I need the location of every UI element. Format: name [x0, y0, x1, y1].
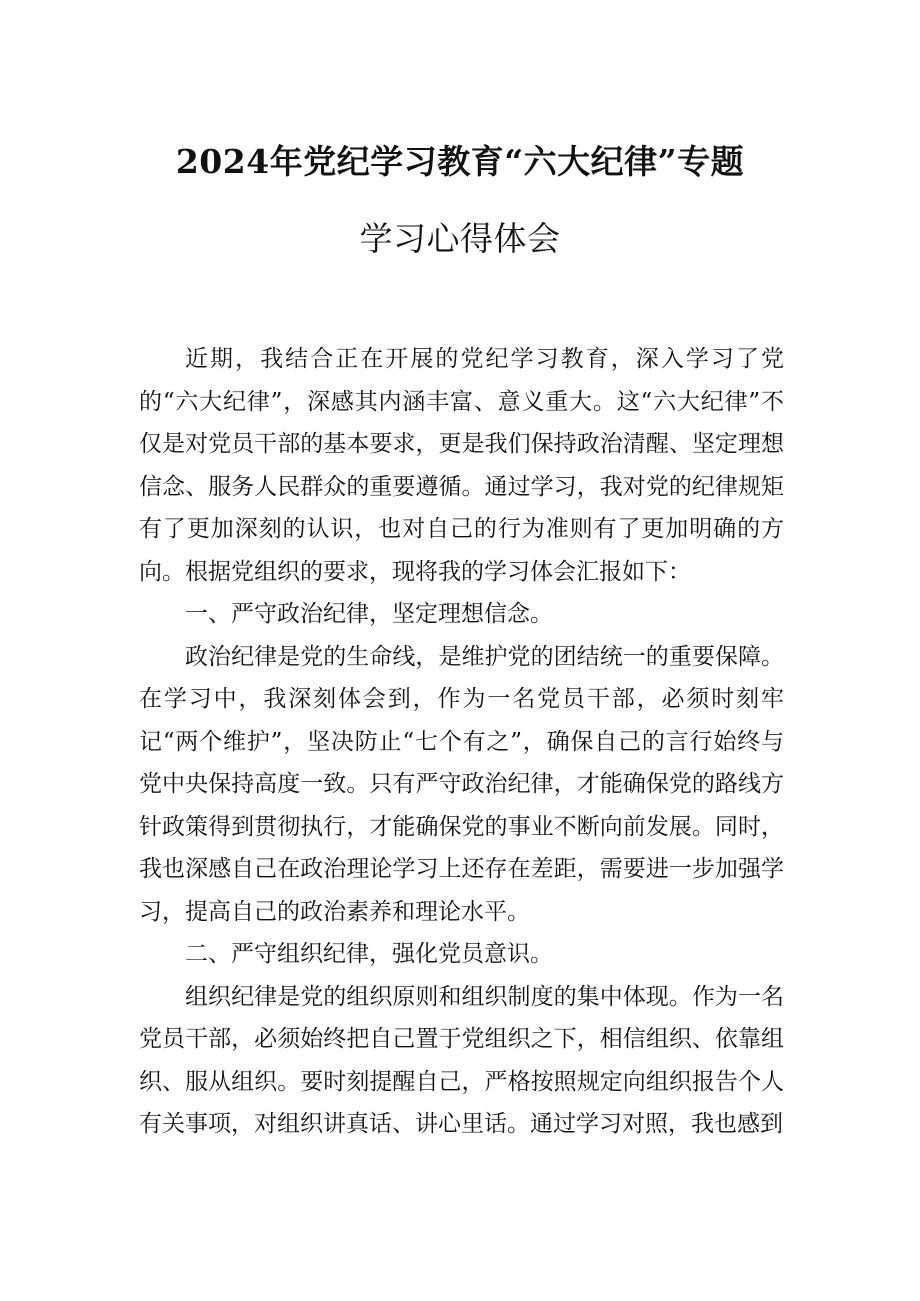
- document-title-line-1: 2024年党纪学习教育“六大纪律”专题: [175, 142, 745, 181]
- intro-paragraph: 近期，我结合正在开展的党纪学习教育，深入学习了党的“六大纪律”，深感其内涵丰富、意义重大。这“六大纪律”不仅是对党员干部的基本要求，更是我们保持政治清醒、坚定理想信念、服务人民群众的重要遵循。通过学习，我对党的纪律规矩有了更加深刻的认识，也对自己的行为准则有了更加明确的方向。根据党组织的要求，现将我的学习体会汇报如下：: [139, 346, 784, 585]
- section-heading-1: 一、严守政治纪律，坚定理想信念。: [185, 601, 553, 627]
- document-body: [139, 338, 784, 1146]
- section-1-paragraph: 政治纪律是党的生命线，是维护党的团结统一的重要保障。在学习中，我深刻体会到，作为一名党员干部，必须时刻牢记“两个维护”，坚决防止“七个有之”，确保自己的言行始终与党中央保持高度一致。只有严守政治纪律，才能确保党的路线方针政策得到贯彻执行，才能确保党的事业不断向前发展。同时，我也深感自己在政治理论学习上还存在差距，需要进一步加强学习，提高自己的政治素养和理论水平。: [139, 643, 784, 925]
- section-2-paragraph: 组织纪律是党的组织原则和组织制度的集中体现。作为一名党员干部，必须始终把自己置于党组织之下，相信组织、依靠组织、服从组织。要时刻提醒自己，严格按照规定向组织报告个人有关事项，对组织讲真话、讲心里话。通过学习对照，我也感到: [139, 983, 784, 1137]
- section-heading-2: 二、严守组织纪律，强化党员意识。: [185, 941, 553, 967]
- document-title-line-2: 学习心得体会: [359, 219, 561, 258]
